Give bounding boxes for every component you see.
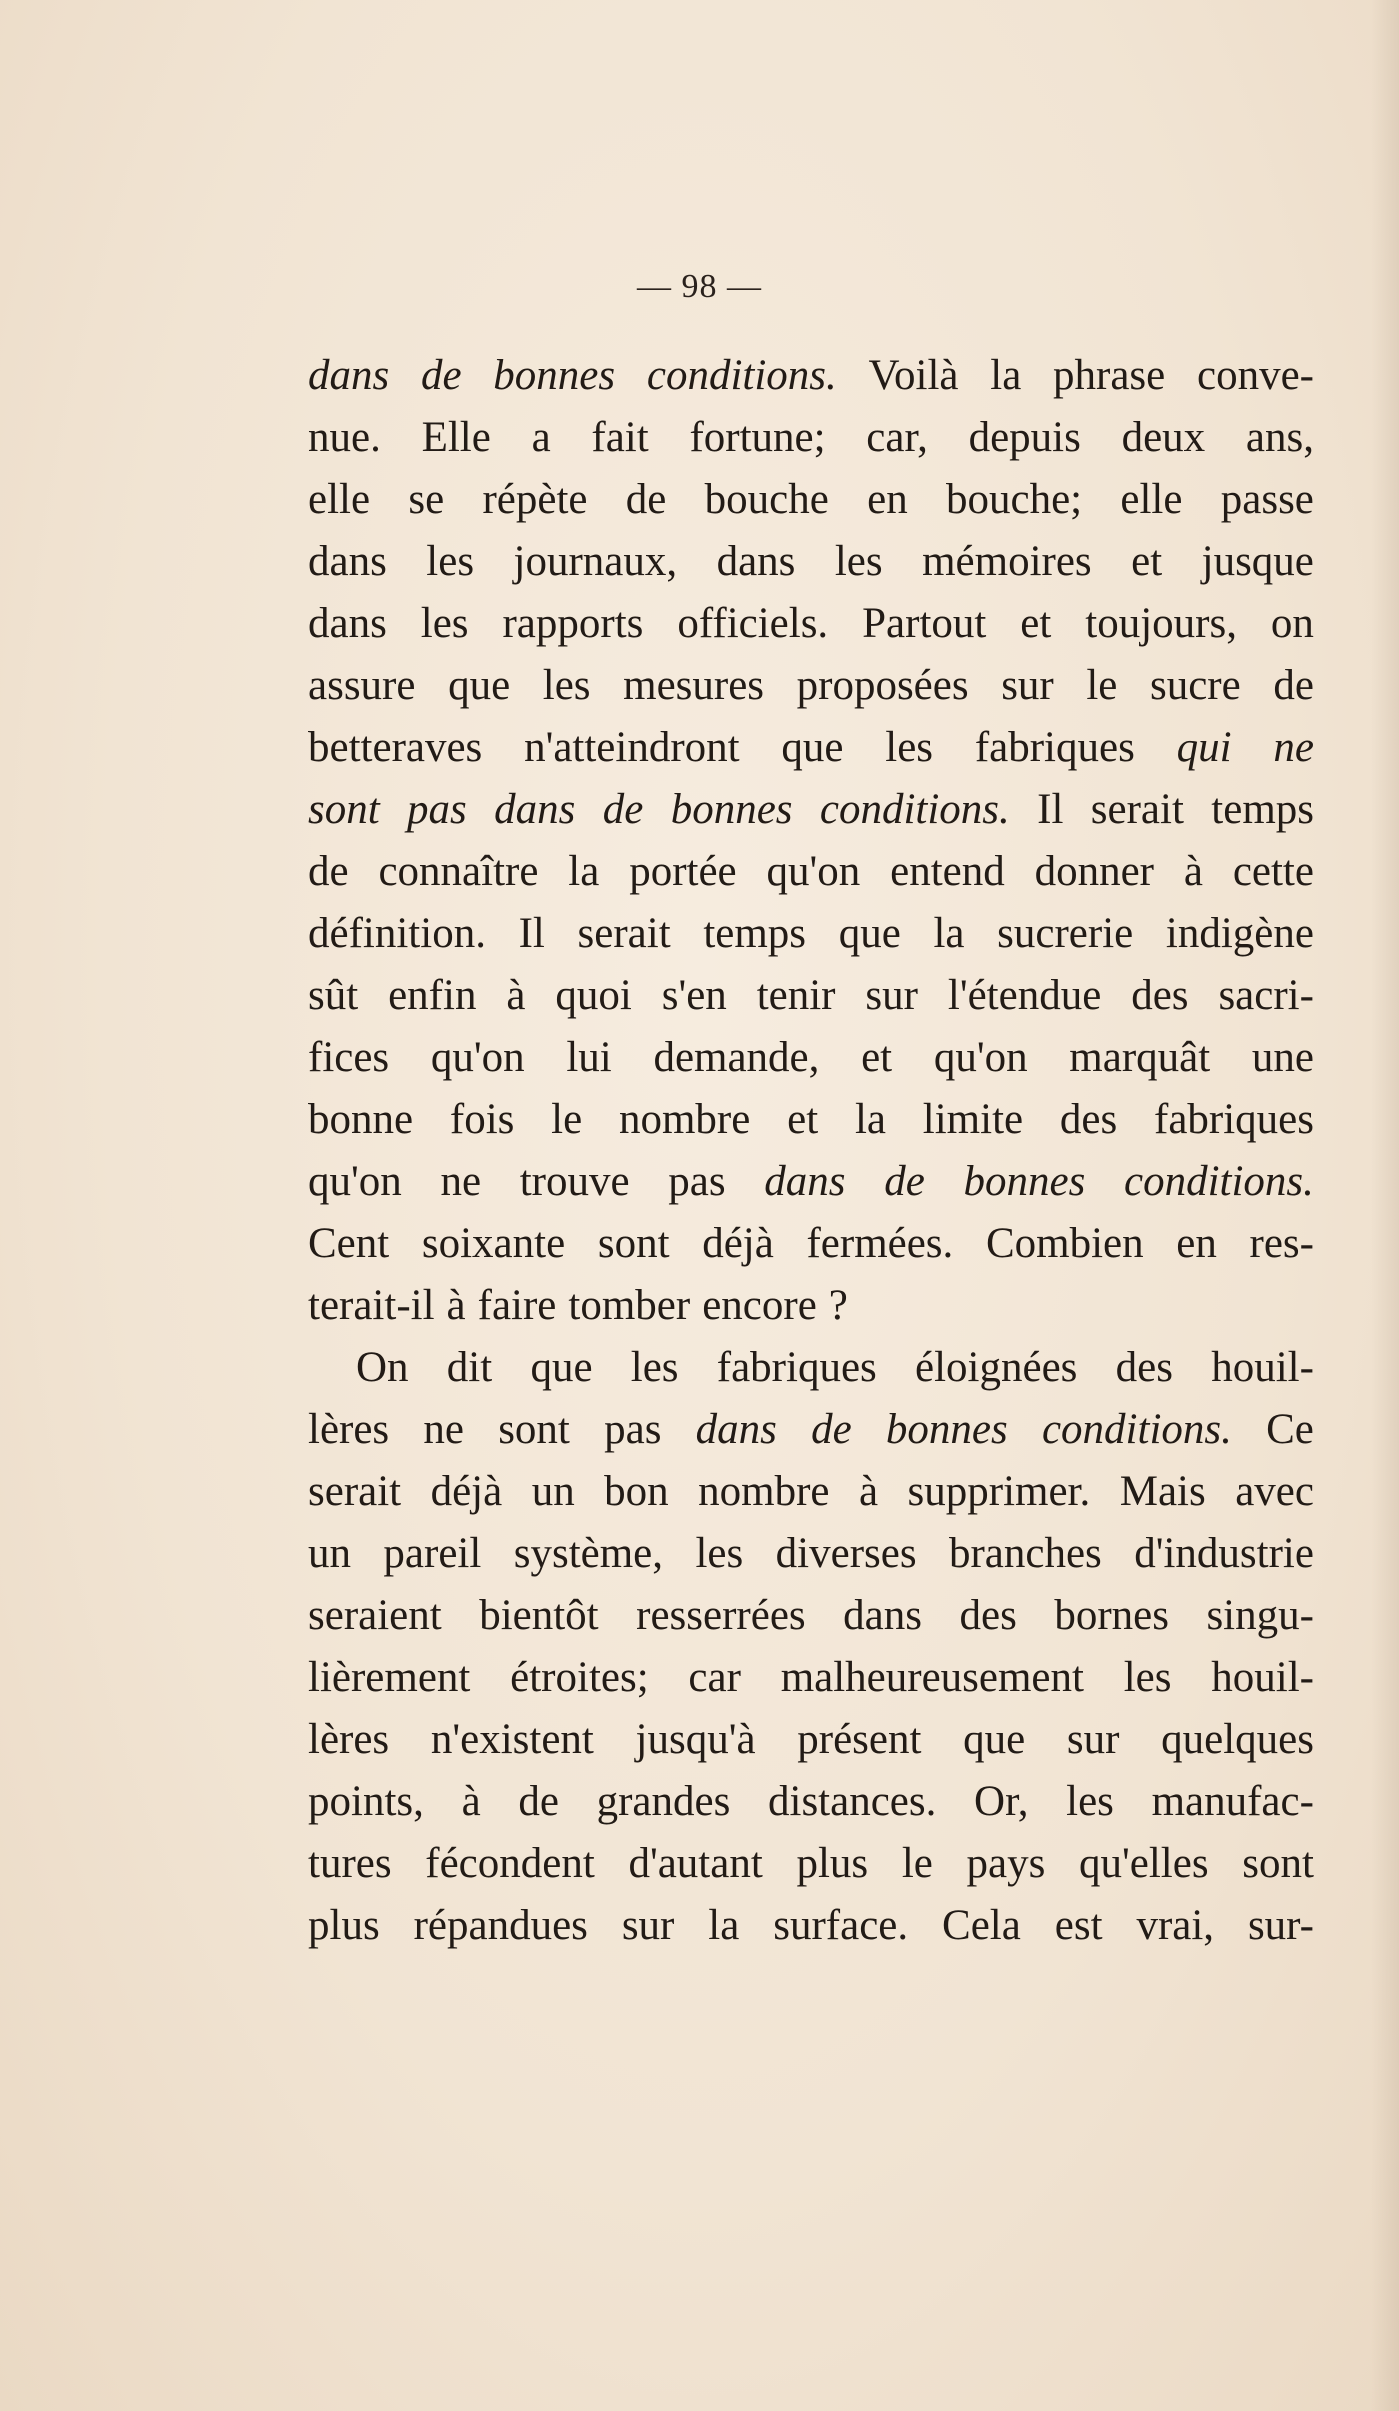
italic-word: dans: [764, 1158, 846, 1205]
word: sur: [1066, 1716, 1120, 1763]
word: supprimer.: [907, 1468, 1091, 1515]
word: et: [1020, 600, 1052, 647]
word: la: [568, 848, 600, 895]
italic-word: de: [884, 1158, 925, 1205]
word: res-: [1249, 1220, 1314, 1267]
word: marquât: [1069, 1034, 1211, 1081]
word: s'en: [661, 972, 727, 1019]
word: sur-: [1247, 1902, 1314, 1949]
word: qu'on: [766, 848, 861, 895]
word: betteraves: [308, 724, 483, 771]
word: une: [1251, 1034, 1314, 1081]
word: car: [688, 1654, 741, 1701]
word: l'étendue: [947, 972, 1102, 1019]
word: éloignées: [915, 1344, 1078, 1391]
word: manufac-: [1151, 1778, 1314, 1825]
word: portée: [629, 848, 737, 895]
word: diverses: [775, 1530, 917, 1577]
word: répandues: [413, 1902, 588, 1949]
word: sur: [865, 972, 918, 1019]
word: en: [867, 476, 908, 523]
word: dans: [308, 600, 387, 647]
text-line: [308, 1337, 1314, 1399]
text-line: [308, 1709, 1314, 1771]
word: un: [531, 1468, 575, 1515]
word: dans: [308, 538, 387, 585]
word: des: [959, 1592, 1017, 1639]
word: déjà: [430, 1468, 503, 1515]
text-line: [308, 1213, 1314, 1275]
word: temps: [1211, 786, 1314, 833]
word: la: [854, 1096, 886, 1143]
word: sût: [308, 972, 359, 1019]
word: seraient: [308, 1592, 442, 1639]
word: les: [885, 724, 934, 771]
word: resserrées: [636, 1592, 806, 1639]
word: lères: [308, 1406, 390, 1453]
word: système,: [513, 1530, 664, 1577]
text-line: [308, 841, 1314, 903]
word: dit: [446, 1344, 493, 1391]
word: et: [861, 1034, 893, 1081]
word: a: [531, 414, 551, 461]
text-line: [308, 593, 1314, 655]
word: qu'on: [308, 1158, 402, 1205]
word: se: [408, 476, 445, 523]
text-line: [308, 1895, 1314, 1957]
word: conve-: [1197, 352, 1314, 399]
word: Il: [518, 910, 545, 957]
word: encore: [702, 1282, 817, 1329]
word: dans: [716, 538, 796, 585]
word: malheureusement: [780, 1654, 1084, 1701]
word: des: [1115, 1344, 1173, 1391]
word: la: [933, 910, 965, 957]
word: bouche: [704, 476, 829, 523]
word: journaux,: [513, 538, 678, 585]
word: donner: [1034, 848, 1154, 895]
word: serait: [308, 1468, 402, 1515]
word: Voilà: [868, 352, 959, 399]
word: que: [448, 662, 511, 709]
word: les: [426, 538, 475, 585]
text-line: [308, 655, 1314, 717]
word: bornes: [1054, 1592, 1169, 1639]
word: les: [630, 1344, 679, 1391]
italic-word: conditions.: [1041, 1406, 1232, 1453]
word: surface.: [773, 1902, 909, 1949]
word: cette: [1232, 848, 1314, 895]
text-line: [308, 965, 1314, 1027]
word: répète: [482, 476, 588, 523]
italic-word: sont: [308, 786, 380, 833]
word: distances.: [768, 1778, 937, 1825]
word: à: [858, 1468, 879, 1515]
word: qu'on: [933, 1034, 1028, 1081]
word: des: [1131, 972, 1189, 1019]
word: trouve: [519, 1158, 630, 1205]
word: est: [1054, 1902, 1103, 1949]
word: lères: [308, 1716, 390, 1763]
word: limite: [922, 1096, 1024, 1143]
word: pareil: [383, 1530, 482, 1577]
word: dans: [843, 1592, 922, 1639]
word: houil-: [1211, 1344, 1314, 1391]
word: elle: [1120, 476, 1183, 523]
word: points,: [308, 1778, 424, 1825]
word: ?: [828, 1282, 848, 1329]
word: de: [518, 1778, 559, 1825]
italic-word: bonnes: [670, 786, 793, 833]
word: plus: [308, 1902, 380, 1949]
word: n'existent: [430, 1716, 594, 1763]
text-line: [308, 1027, 1314, 1089]
word: que: [838, 910, 901, 957]
word: que: [963, 1716, 1026, 1763]
word: ne: [423, 1406, 464, 1453]
text-line: [308, 1833, 1314, 1895]
word: Cent: [308, 1220, 390, 1267]
page-number: — 98 —: [637, 268, 762, 305]
word: soixante: [421, 1220, 566, 1267]
word: un: [308, 1530, 351, 1577]
word: d'autant: [628, 1840, 763, 1887]
word: de: [308, 848, 349, 895]
word: nombre: [698, 1468, 830, 1515]
text-line: [308, 1151, 1314, 1213]
word: les: [1066, 1778, 1114, 1825]
word: pays: [966, 1840, 1046, 1887]
word: sucrerie: [997, 910, 1134, 957]
italic-word: de: [420, 352, 462, 399]
word: pas: [668, 1158, 726, 1205]
word: pas: [604, 1406, 662, 1453]
word: fécondent: [425, 1840, 595, 1887]
word: à: [506, 972, 526, 1019]
text-line: [308, 1647, 1314, 1709]
word: fabriques: [716, 1344, 877, 1391]
word: avec: [1235, 1468, 1314, 1515]
word: singu-: [1206, 1592, 1314, 1639]
word: présent: [797, 1716, 922, 1763]
word: le: [901, 1840, 933, 1887]
italic-word: de: [811, 1406, 852, 1453]
word: demande,: [653, 1034, 820, 1081]
word: définition.: [308, 910, 486, 957]
word: Partout: [862, 600, 987, 647]
word: de: [1273, 662, 1314, 709]
text-line: [308, 1275, 1314, 1337]
word: Il: [1037, 786, 1064, 833]
word: mémoires: [922, 538, 1092, 585]
word: proposées: [796, 662, 969, 709]
text-line: [308, 1771, 1314, 1833]
word: la: [708, 1902, 740, 1949]
word: passe: [1220, 476, 1314, 523]
word: entend: [890, 848, 1005, 895]
word: en: [1176, 1220, 1217, 1267]
word: bonne: [308, 1096, 414, 1143]
word: elle: [308, 476, 371, 523]
word: tomber: [568, 1282, 691, 1329]
word: lièrement: [308, 1654, 471, 1701]
word: sont: [1242, 1840, 1314, 1887]
word: rapports: [502, 600, 644, 647]
text-line: [308, 779, 1314, 841]
word: sont: [498, 1406, 570, 1453]
word: fait: [591, 414, 649, 461]
word: la: [990, 352, 1022, 399]
word: depuis: [968, 414, 1081, 461]
word: n'atteindront: [524, 724, 740, 771]
word: et: [1131, 538, 1163, 585]
word: deux: [1121, 414, 1206, 461]
word: jusqu'à: [635, 1716, 756, 1763]
italic-word: ne: [1273, 724, 1314, 771]
word: quelques: [1161, 1716, 1314, 1763]
word: plus: [796, 1840, 869, 1887]
word: bientôt: [479, 1592, 599, 1639]
word: tenir: [756, 972, 836, 1019]
text-line: [308, 407, 1314, 469]
word: temps: [703, 910, 807, 957]
word: qu'on: [430, 1034, 525, 1081]
italic-word: dans: [695, 1406, 777, 1453]
word: tures: [308, 1840, 392, 1887]
word: fermées.: [806, 1220, 954, 1267]
word: phrase: [1053, 352, 1166, 399]
text-line: [308, 1399, 1314, 1461]
word: vrai,: [1136, 1902, 1215, 1949]
body-text: [308, 345, 1314, 1957]
text-line: [308, 1523, 1314, 1585]
word: d'industrie: [1134, 1530, 1314, 1577]
text-line: [308, 531, 1314, 593]
italic-word: pas: [407, 786, 467, 833]
word: officiels.: [677, 600, 829, 647]
italic-word: qui: [1176, 724, 1232, 771]
word: que: [530, 1344, 593, 1391]
italic-word: dans: [308, 352, 390, 399]
word: les: [695, 1530, 744, 1577]
word: fabriques: [974, 724, 1135, 771]
word: toujours,: [1085, 600, 1237, 647]
word: les: [420, 600, 469, 647]
word: nue.: [308, 414, 381, 461]
word: à: [1183, 848, 1203, 895]
word: à: [461, 1778, 481, 1825]
word: Or,: [974, 1778, 1029, 1825]
word: que: [781, 724, 844, 771]
word: enfin: [388, 972, 477, 1019]
text-line: [308, 1461, 1314, 1523]
italic-word: bonnes: [963, 1158, 1086, 1205]
word: fabriques: [1154, 1096, 1314, 1143]
word: faire: [477, 1282, 557, 1329]
italic-word: bonnes: [885, 1406, 1008, 1453]
page-edge-shadow: [1371, 0, 1399, 2411]
word: ans,: [1245, 414, 1314, 461]
word: Ce: [1266, 1406, 1314, 1453]
word: On: [356, 1344, 409, 1391]
word: quoi: [555, 972, 632, 1019]
word: bon: [604, 1468, 669, 1515]
text-line: [308, 469, 1314, 531]
word: Combien: [985, 1220, 1144, 1267]
word: Elle: [421, 414, 491, 461]
word: houil-: [1211, 1654, 1314, 1701]
word: grandes: [596, 1778, 731, 1825]
word: de: [625, 476, 667, 523]
word: assure: [308, 662, 416, 709]
word: qu'elles: [1079, 1840, 1209, 1887]
word: branches: [948, 1530, 1102, 1577]
word: Mais: [1119, 1468, 1206, 1515]
italic-word: de: [602, 786, 644, 833]
word: bouche;: [945, 476, 1083, 523]
italic-word: dans: [494, 786, 576, 833]
word: fois: [449, 1096, 515, 1143]
text-line: [308, 717, 1314, 779]
word: à: [446, 1282, 466, 1329]
word: et: [787, 1096, 819, 1143]
word: car,: [866, 414, 928, 461]
word: jusque: [1201, 538, 1314, 585]
text-line: [308, 1089, 1314, 1151]
word: étroites;: [510, 1654, 649, 1701]
word: le: [1086, 662, 1118, 709]
italic-word: conditions.: [1124, 1158, 1314, 1205]
word: des: [1059, 1096, 1118, 1143]
word: les: [834, 538, 883, 585]
word: serait: [577, 910, 671, 957]
word: on: [1270, 600, 1314, 647]
word: fortune;: [689, 414, 826, 461]
italic-word: conditions.: [646, 352, 837, 399]
word: sont: [597, 1220, 670, 1267]
word: sur: [1001, 662, 1054, 709]
italic-word: conditions.: [819, 786, 1010, 833]
word: les: [542, 662, 591, 709]
word: serait: [1090, 786, 1184, 833]
word: sucre: [1149, 662, 1241, 709]
text-line: [308, 345, 1314, 407]
word: sacri-: [1218, 972, 1314, 1019]
word: nombre: [618, 1096, 751, 1143]
text-line: [308, 903, 1314, 965]
word: les: [1123, 1654, 1172, 1701]
word: ne: [440, 1158, 482, 1205]
word: terait-il: [308, 1282, 435, 1329]
word: indigène: [1165, 910, 1314, 957]
text-line: [308, 1585, 1314, 1647]
word: connaître: [378, 848, 539, 895]
word: Cela: [942, 1902, 1021, 1949]
word: sur: [621, 1902, 675, 1949]
word: mesures: [623, 662, 765, 709]
word: fices: [308, 1034, 390, 1081]
word: lui: [566, 1034, 612, 1081]
word: le: [551, 1096, 583, 1143]
word: déjà: [702, 1220, 774, 1267]
italic-word: bonnes: [493, 352, 616, 399]
